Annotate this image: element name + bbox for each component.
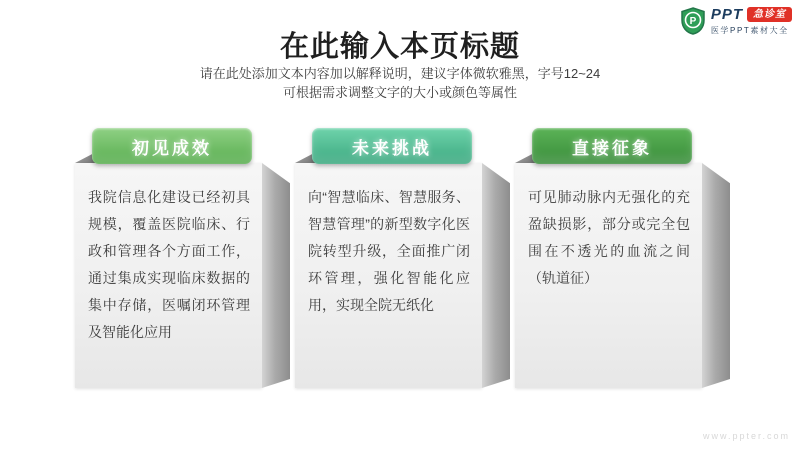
- page-title: 在此输入本页标题: [279, 31, 520, 63]
- page-subtitle: [0, 64, 800, 102]
- card-future-challenges: [295, 128, 515, 392]
- card-body-text: 向“智慧临床、智慧服务、智慧管理”的新型数字化医院转型升级，全面推广闭环管理，强化智能化应用，实现全院无纸化: [308, 189, 470, 313]
- logo-brand-text: PPT: [710, 6, 743, 23]
- card-header-tab: 直接征象: [532, 128, 692, 164]
- shield-icon: [680, 7, 706, 35]
- card-header-tab: 未来挑战: [312, 128, 472, 164]
- card-direct-signs: [515, 128, 735, 392]
- card-header-tab: 初见成效: [92, 128, 252, 164]
- card-sidefold-shape: [482, 163, 510, 388]
- logo-tagline: 医学PPT素材大全: [710, 26, 789, 35]
- logo-badge: 急诊室: [747, 7, 792, 22]
- card-sidefold-shape: [702, 163, 730, 388]
- subtitle-line-1: 请在此处添加文本内容加以解释说明，建议字体微软雅黑，字号12~24: [199, 66, 601, 81]
- shield-letter: P: [689, 15, 697, 27]
- brand-logo: [680, 6, 792, 36]
- card-body-text: 我院信息化建设已经初具规模，覆盖医院临床、行政和管理各个方面工作，通过集成实现临床数据的集中存储，医嘱闭环管理及智能化应用: [88, 189, 250, 340]
- watermark-url: www.ppter.com: [702, 431, 790, 441]
- subtitle-line-2: 可根据需求调整文字的大小或颜色等属性: [282, 85, 517, 100]
- card-sidefold-shape: [262, 163, 290, 388]
- card-initial-results: [75, 128, 295, 392]
- card-body-text: 可见肺动脉内无强化的充盈缺损影，部分或完全包围在不透光的血流之间（轨道征）: [528, 189, 690, 286]
- logo-text: [711, 6, 792, 36]
